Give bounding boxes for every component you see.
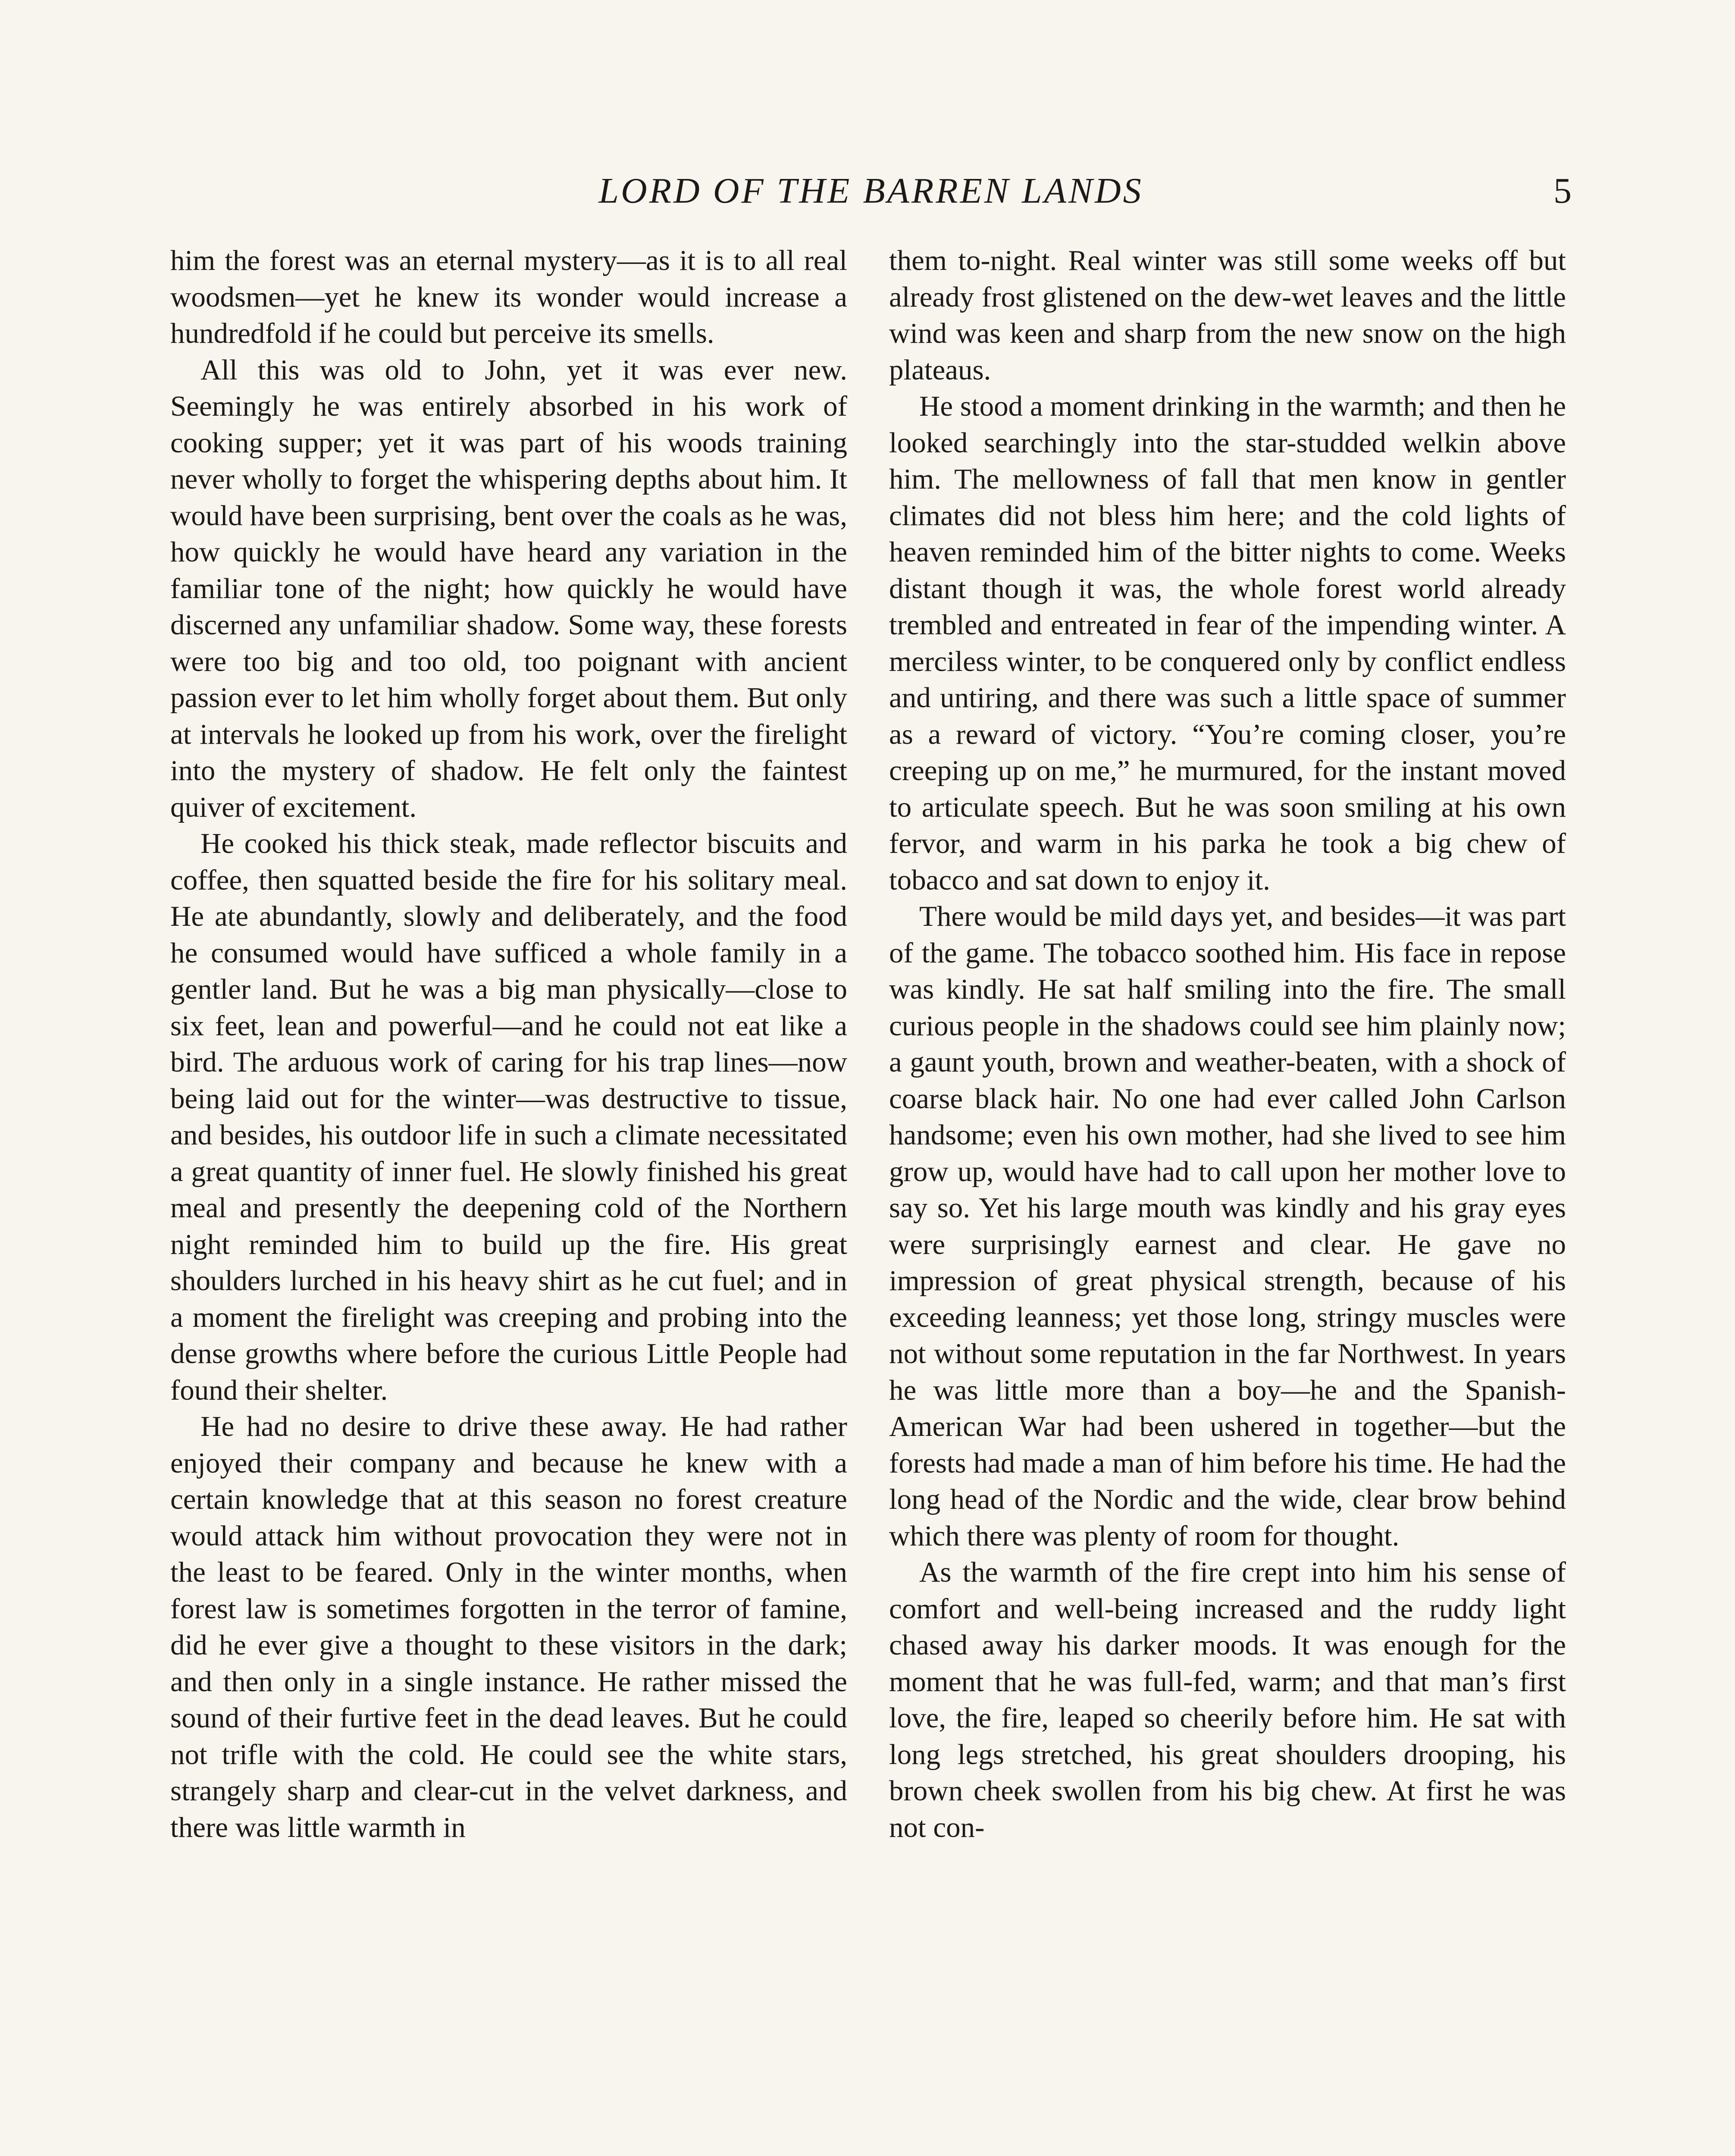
paragraph: He stood a moment drinking in the warmth; and then he looked searchingly into the star-studded welkin above him. The mellowness of fall that men know in gentler climates did not bless him here; and the cold lights of heaven reminded him of the bitter nights to come. Weeks distant though it was, the whole forest world already trembled and entreated in fear of the impending winter. A merciless winter, to be conquered only by conflict endless and untiring, and there was such a little space of summer as a reward of victory. “You’re coming closer, you’re creeping up on me,” he murmured, for the instant moved to articulate speech. But he was soon smiling at his own fervor, and warm in his parka he took a big chew of tobacco and sat down to enjoy it.	[889, 390, 1566, 896]
paragraph: As the warmth of the fire crept into him his sense of comfort and well-being increased and the ruddy light chased away his darker moods. It was enough for the moment that he was full-fed, warm; and that man’s first love, the fire, leaped so cheerily before him. He sat with long legs stretched, his great shoulders drooping, his brown cheek swollen from his big chew. At first he was not con-	[889, 1556, 1566, 1843]
paragraph: He had no desire to drive these away. He had rather enjoyed their company and because he knew with a certain knowledge that at this season no forest creature would attack him without provocation they were not in the least to be feared. Only in the winter months, when forest law is sometimes forgotten in the terror of famine, did he ever give a thought to these visitors in the dark; and then only in a single instance. He rather missed the sound of their furtive feet in the dead leaves. But he could not trifle with the cold. He could see the white stars, strangely sharp and clear-cut in the velvet darkness, and there was little warmth in	[170, 1410, 847, 1843]
left-column	[170, 242, 847, 1846]
paragraph: him the forest was an eternal mystery—as it is to all real woodsmen—yet he knew its wonder would increase a hundredfold if he could but perceive its smells.	[170, 244, 847, 349]
page-header	[170, 167, 1572, 215]
paragraph: them to-night. Real winter was still some weeks off but already frost glistened on the dew-wet leaves and the little wind was keen and sharp from the new snow on the high plateaus.	[889, 244, 1566, 386]
paragraph: All this was old to John, yet it was ever new. Seemingly he was entirely absorbed in his work of cooking supper; yet it was part of his woods training never wholly to forget the whispering depths about him. It would have been surprising, bent over the coals as he was, how quickly he would have heard any variation in the familiar tone of the night; how quickly he would have discerned any unfamiliar shadow. Some way, these forests were too big and too old, too poignant with ancient passion ever to let him wholly forget about them. But only at intervals he looked up from his work, over the firelight into the mystery of shadow. He felt only the faintest quiver of excitement.	[170, 354, 847, 823]
right-column	[889, 242, 1566, 1846]
running-title: LORD OF THE BARREN LANDS	[598, 171, 1143, 211]
paragraph: There would be mild days yet, and besides—it was part of the game. The tobacco soothed him. His face in repose was kindly. He sat half smiling into the fire. The small curious people in the shadows could see him plainly now; a gaunt youth, brown and weather-beaten, with a shock of coarse black hair. No one had ever called John Carlson handsome; even his own mother, had she lived to see him grow up, would have had to call upon her mother love to say so. Yet his large mouth was kindly and his gray eyes were surprisingly earnest and clear. He gave no impression of great physical strength, because of his exceeding leanness; yet those long, stringy muscles were not without some reputation in the far Northwest. In years he was little more than a boy—he and the Spanish-American War had been ushered in together—but the forests had made a man of him before his time. He had the long head of the Nordic and the wide, clear brow behind which there was plenty of room for thought.	[889, 900, 1566, 1552]
page-number: 5	[1553, 171, 1572, 211]
paragraph: He cooked his thick steak, made reflector biscuits and coffee, then squatted beside the fire for his solitary meal. He ate abundantly, slowly and deliberately, and the food he consumed would have sufficed a whole family in a gentler land. But he was a big man physically—close to six feet, lean and powerful—and he could not eat like a bird. The arduous work of caring for his trap lines—now being laid out for the winter—was destructive to tissue, and besides, his outdoor life in such a climate necessitated a great quantity of inner fuel. He slowly finished his great meal and presently the deepening cold of the Northern night reminded him to build up the fire. His great shoulders lurched in his heavy shirt as he cut fuel; and in a moment the firelight was creeping and probing into the dense growths where before the curious Little People had found their shelter.	[170, 827, 847, 1406]
